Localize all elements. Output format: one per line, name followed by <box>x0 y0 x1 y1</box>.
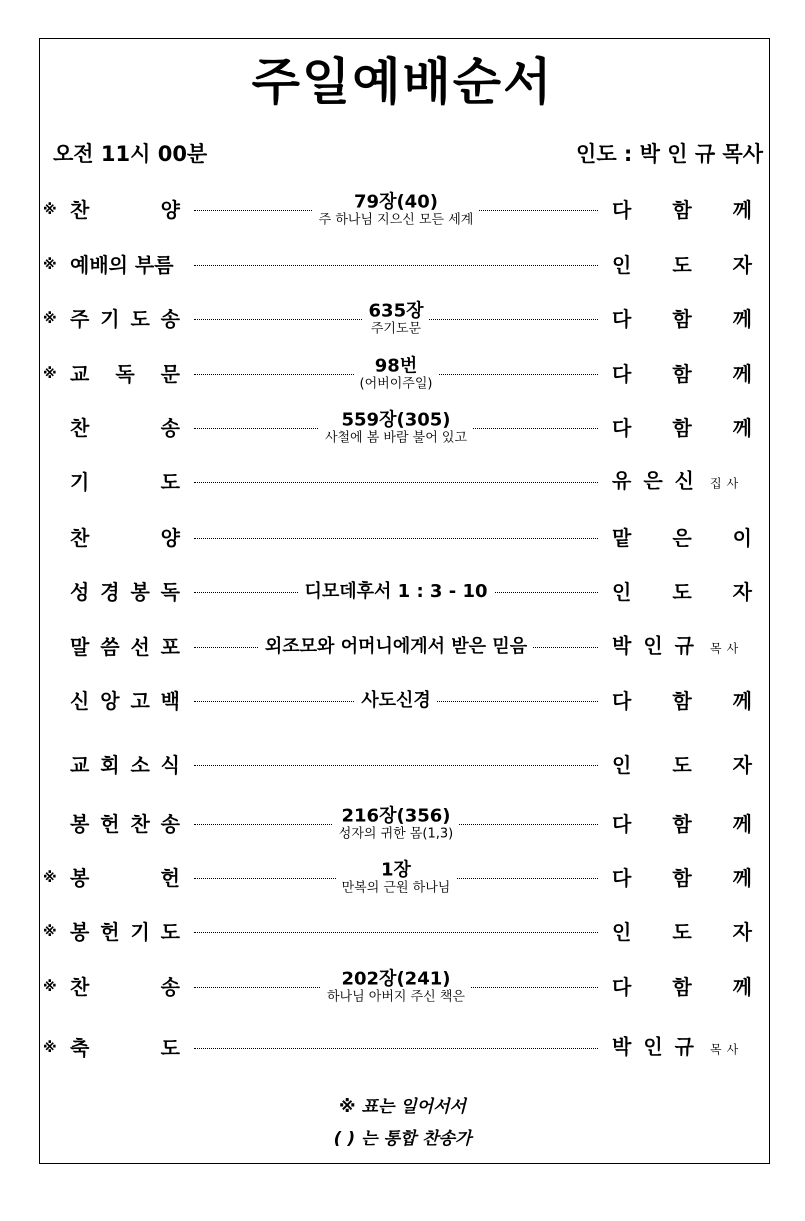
responsible-person-char: 다 <box>612 362 632 386</box>
order-item-label <box>70 635 180 659</box>
order-item-label <box>70 920 180 944</box>
responsible-person-char: 도 <box>672 580 692 604</box>
responsible-person <box>612 975 752 999</box>
responsible-person-char: 도 <box>672 753 692 777</box>
footer-note-hymnal: ( ) 는 통합 찬송가 <box>333 1129 472 1149</box>
order-item-label-char: 백 <box>160 689 180 713</box>
responsible-person <box>612 469 752 496</box>
responsible-person-char: 함 <box>672 198 692 222</box>
order-item-label-char: 찬 <box>70 526 90 550</box>
responsible-person-char: 함 <box>672 307 692 331</box>
order-row <box>0 572 805 612</box>
order-item-label-char: 찬 <box>70 416 90 440</box>
responsible-person-char: 함 <box>672 689 692 713</box>
order-item-label-char: 교 <box>70 753 90 777</box>
responsible-person-char: 께 <box>732 307 752 331</box>
order-item-content <box>208 581 584 603</box>
responsible-person <box>612 307 752 331</box>
order-item-content <box>208 301 584 338</box>
order-item-label-char: 축 <box>70 1036 90 1060</box>
responsible-person-char: 인 <box>612 753 632 777</box>
responsible-person-char: 함 <box>672 866 692 890</box>
order-row <box>0 245 805 285</box>
order-row <box>0 912 805 952</box>
responsible-person <box>612 198 752 222</box>
order-item-label <box>70 198 180 222</box>
order-row <box>0 190 805 230</box>
dotted-leader-line <box>194 932 598 933</box>
order-item-label-char: 씀 <box>100 635 120 659</box>
order-item-label-char: 주 <box>70 307 90 331</box>
order-row <box>0 745 805 785</box>
responsible-person-char: 맡 <box>612 526 632 550</box>
order-item-label <box>70 689 180 713</box>
order-row <box>0 354 805 394</box>
responsible-person-char: 자 <box>732 580 752 604</box>
responsible-person-char: 께 <box>732 198 752 222</box>
standing-mark: ※ <box>43 366 57 382</box>
responsible-person <box>612 580 752 604</box>
order-item-content <box>208 410 584 447</box>
hymn-title: 성자의 귀한 몸(1,3) <box>338 826 454 842</box>
hymn-number: 202장(241) <box>341 968 451 990</box>
responsible-person-title: 목사 <box>709 1042 744 1057</box>
responsible-person-char: 인 <box>643 633 663 658</box>
order-item-label <box>70 580 180 604</box>
order-item-label <box>70 753 180 777</box>
order-item-label <box>70 975 180 999</box>
standing-mark: ※ <box>43 924 57 940</box>
order-item-content <box>208 969 584 1006</box>
responsible-person-char: 함 <box>672 416 692 440</box>
order-item-label-char: 송 <box>160 416 180 440</box>
hymn-number: 559장(305) <box>341 409 451 431</box>
responsible-person <box>612 812 752 836</box>
order-row <box>0 804 805 844</box>
order-row <box>0 858 805 898</box>
responsible-person <box>612 526 752 550</box>
responsible-person-title: 집사 <box>709 476 744 491</box>
responsible-person-char: 유 <box>612 468 632 493</box>
responsible-person-char: 다 <box>612 866 632 890</box>
order-item-text: 외조모와 어머니에게서 받은 믿음 <box>264 636 528 657</box>
order-item-label-char: 봉 <box>70 866 90 890</box>
responsible-person-char: 함 <box>672 975 692 999</box>
order-item-label-char: 헌 <box>100 812 120 836</box>
dotted-leader-line <box>194 538 598 539</box>
order-row <box>0 1028 805 1068</box>
order-item-label-char: 말 <box>70 635 90 659</box>
dotted-leader-line <box>194 1048 598 1049</box>
order-item-content <box>208 636 584 658</box>
page-title: 주일예배순서 <box>251 53 554 111</box>
responsible-person-char: 께 <box>732 975 752 999</box>
responsible-person-char: 박 <box>612 633 632 658</box>
order-item-label-char: 기 <box>70 470 90 494</box>
responsible-person <box>612 634 752 661</box>
responsible-person-char: 께 <box>732 812 752 836</box>
order-item-content <box>208 860 584 897</box>
order-row <box>0 462 805 502</box>
hymn-title: 만복의 근원 하나님 <box>341 880 451 896</box>
order-item-label-char: 봉 <box>70 920 90 944</box>
standing-mark: ※ <box>43 257 57 273</box>
responsible-person-char: 박 <box>612 1034 632 1059</box>
responsible-person-char: 자 <box>732 920 752 944</box>
order-item-label-char: 예배의 부름 <box>70 253 174 277</box>
order-item-label-char: 식 <box>160 753 180 777</box>
order-item-label <box>70 1036 180 1060</box>
responsible-person-char: 께 <box>732 689 752 713</box>
hymn-number: 79장(40) <box>354 191 438 213</box>
responsible-person-char: 께 <box>732 866 752 890</box>
order-row <box>0 681 805 721</box>
order-item-label-char: 양 <box>160 526 180 550</box>
responsible-person-char: 자 <box>732 253 752 277</box>
order-item-label-char: 앙 <box>100 689 120 713</box>
responsible-person-char: 인 <box>612 580 632 604</box>
responsible-person-char: 도 <box>672 920 692 944</box>
order-item-label-char: 교 <box>70 362 90 386</box>
order-item-label-char: 고 <box>130 689 150 713</box>
responsible-person-char: 다 <box>612 812 632 836</box>
responsible-person-char: 규 <box>674 1034 694 1059</box>
order-item-label-char: 소 <box>130 753 150 777</box>
dotted-leader-line <box>194 265 598 266</box>
responsible-person-char: 규 <box>674 633 694 658</box>
order-item-content <box>208 356 584 393</box>
order-item-label-char: 포 <box>160 635 180 659</box>
order-item-label <box>70 526 180 550</box>
order-item-label-char: 찬 <box>130 812 150 836</box>
responsible-person <box>612 920 752 944</box>
dotted-leader-line <box>194 482 598 483</box>
responsible-person <box>612 866 752 890</box>
responsible-person-char: 함 <box>672 812 692 836</box>
standing-mark: ※ <box>43 202 57 218</box>
responsible-person-char: 다 <box>612 975 632 999</box>
responsible-person-char: 다 <box>612 198 632 222</box>
order-item-label-char: 도 <box>130 307 150 331</box>
order-item-label-char: 문 <box>160 362 180 386</box>
order-item-label <box>70 470 180 494</box>
responsible-person-char: 이 <box>732 526 752 550</box>
standing-mark: ※ <box>43 870 57 886</box>
standing-mark: ※ <box>43 979 57 995</box>
order-item-label-char: 독 <box>115 362 135 386</box>
responsible-person <box>612 416 752 440</box>
order-item-label-char: 송 <box>160 975 180 999</box>
order-item-content <box>208 192 584 229</box>
responsible-person-char: 은 <box>643 468 663 493</box>
footer-note-standing: ※ 표는 일어서서 <box>339 1097 466 1117</box>
responsible-person <box>612 753 752 777</box>
order-item-label-char: 찬 <box>70 198 90 222</box>
responsible-person-char: 신 <box>674 468 694 493</box>
order-item-label-char: 도 <box>160 470 180 494</box>
order-row <box>0 967 805 1007</box>
responsible-person-char: 께 <box>732 362 752 386</box>
hymn-number: 98번 <box>374 355 418 377</box>
order-item-label-char: 신 <box>70 689 90 713</box>
responsible-person <box>612 253 752 277</box>
order-item-content <box>208 690 584 712</box>
order-item-label <box>70 812 180 836</box>
order-item-label-char: 찬 <box>70 975 90 999</box>
order-item-label <box>70 253 180 277</box>
order-item-label-char: 경 <box>100 580 120 604</box>
order-item-label-char: 선 <box>130 635 150 659</box>
responsible-person-char: 함 <box>672 362 692 386</box>
order-item-label-char: 송 <box>160 307 180 331</box>
standing-mark: ※ <box>43 311 57 327</box>
order-item-text: 사도신경 <box>361 690 431 711</box>
order-row <box>0 518 805 558</box>
responsible-person-char: 은 <box>672 526 692 550</box>
hymn-number: 216장(356) <box>341 805 451 827</box>
responsible-person-char: 다 <box>612 307 632 331</box>
hymn-title: 주기도문 <box>370 321 422 337</box>
responsible-person-char: 자 <box>732 753 752 777</box>
order-item-label-char: 도 <box>160 920 180 944</box>
hymn-number: 1장 <box>381 859 411 881</box>
order-item-label-char: 도 <box>160 1036 180 1060</box>
order-item-text: 디모데후서 1 : 3 - 10 <box>304 581 488 602</box>
order-item-label-char: 양 <box>160 198 180 222</box>
responsible-person-char: 인 <box>612 920 632 944</box>
order-item-label-char: 봉 <box>130 580 150 604</box>
order-item-label-char: 독 <box>160 580 180 604</box>
order-row <box>0 408 805 448</box>
hymn-title: 하나님 아버지 주신 책은 <box>327 989 465 1005</box>
order-item-label <box>70 307 180 331</box>
order-item-label-char: 성 <box>70 580 90 604</box>
order-item-label-char: 봉 <box>70 812 90 836</box>
order-item-label-char: 기 <box>130 920 150 944</box>
hymn-number: 635장 <box>368 300 424 322</box>
order-item-label <box>70 416 180 440</box>
order-item-label-char: 헌 <box>160 866 180 890</box>
order-item-label-char: 헌 <box>100 920 120 944</box>
responsible-person-char: 인 <box>612 253 632 277</box>
order-item-label-char: 회 <box>100 753 120 777</box>
responsible-person-char: 다 <box>612 416 632 440</box>
hymn-title: 주 하나님 지으신 모든 세계 <box>318 212 474 228</box>
responsible-person <box>612 1035 752 1062</box>
order-row <box>0 299 805 339</box>
service-time: 오전 11시 00분 <box>53 142 208 166</box>
responsible-person-char: 다 <box>612 689 632 713</box>
order-item-content <box>208 806 584 843</box>
responsible-person-title: 목사 <box>709 641 744 656</box>
responsible-person-char: 께 <box>732 416 752 440</box>
responsible-person-char: 도 <box>672 253 692 277</box>
order-item-label <box>70 866 180 890</box>
order-row <box>0 627 805 667</box>
order-item-label <box>70 362 180 386</box>
order-item-label-char: 송 <box>160 812 180 836</box>
responsible-person <box>612 362 752 386</box>
hymn-title: (어버이주일) <box>359 376 433 392</box>
service-leader: 인도 : 박 인 규 목사 <box>576 142 763 166</box>
order-item-label-char: 기 <box>100 307 120 331</box>
standing-mark: ※ <box>43 1040 57 1056</box>
responsible-person <box>612 689 752 713</box>
dotted-leader-line <box>194 765 598 766</box>
hymn-title: 사철에 봄 바람 불어 있고 <box>324 430 468 446</box>
responsible-person-char: 인 <box>643 1034 663 1059</box>
